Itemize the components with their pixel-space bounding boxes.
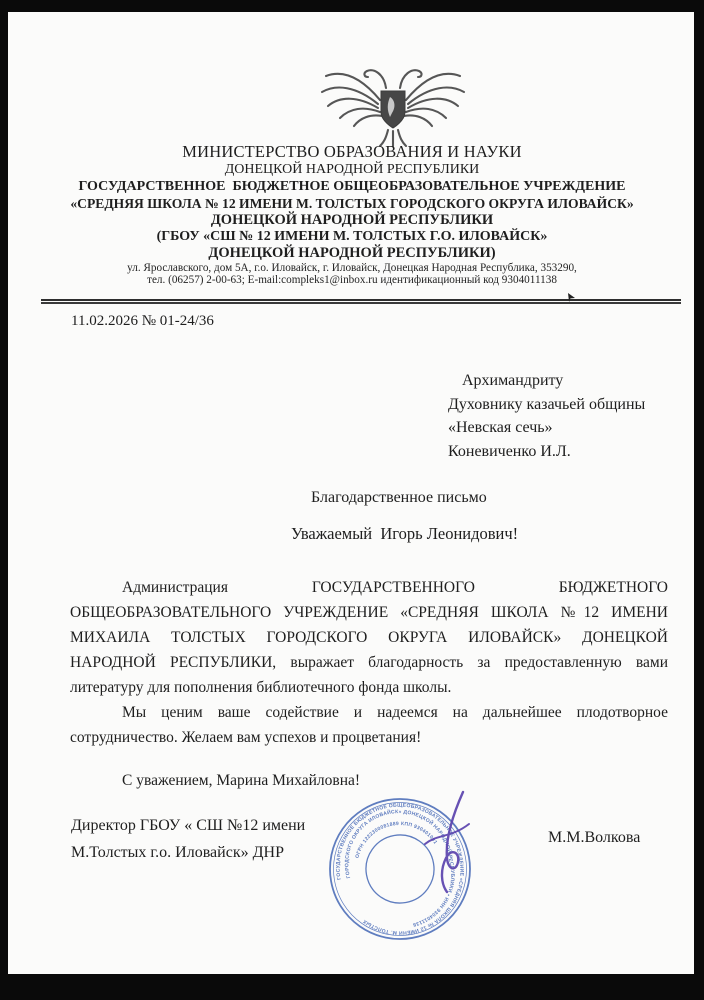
ministry-name-line2: ДОНЕЦКОЙ НАРОДНОЙ РЕСПУБЛИКИ	[224, 162, 480, 177]
addressee-line: «Невская сечь»	[448, 419, 553, 436]
closing-line: С уважением, Марина Михайловна!	[122, 772, 361, 789]
letterhead-divider	[41, 299, 681, 304]
org-short-name-line1: (ГБОУ «СШ № 12 ИМЕНИ М. ТОЛСТЫХ Г.О. ИЛОВАЙСК»	[156, 228, 548, 244]
body-line: литературу для пополнения библиотечного фонда школы.	[70, 679, 452, 696]
body-line: Мы ценим ваше содействие и надеемся на дальнейшее плодотворное	[122, 704, 668, 721]
handwritten-signature-icon	[411, 784, 481, 904]
letter-body	[70, 575, 668, 793]
org-name-line3: ДОНЕЦКОЙ НАРОДНОЙ РЕСПУБЛИКИ	[210, 212, 494, 228]
stamp-ring-text-outer: ГОСУДАРСТВЕННОЕ БЮДЖЕТНОЕ ОБЩЕОБРАЗОВАТЕЛЬНОЕ УЧРЕЖДЕНИЕ «СРЕДНЯЯ ШКОЛА № 12 ИМЕНИ М. ТОЛСТЫХ	[335, 802, 465, 936]
org-short-name-line2: ДОНЕЦКОЙ НАРОДНОЙ РЕСПУБЛИКИ)	[208, 245, 496, 261]
org-contacts-line: тел. (06257) 2-00-63; E-mail:compleks1@inbox.ru идентификационный код 9304011138	[147, 274, 557, 286]
signer-name: М.М.Волкова	[548, 829, 641, 846]
addressee-block	[448, 369, 645, 463]
body-line: НАРОДНОЙ РЕСПУБЛИКИ, выражает благодарность за предоставленную вами	[70, 654, 668, 671]
letter-date-number: 11.02.2026 № 01-24/36	[71, 313, 214, 329]
org-address-line: ул. Ярославского, дом 5А, г.о. Иловайск, г. Иловайск, Донецкая Народная Республика, 353290,	[127, 261, 577, 274]
stamp-ring-text-inner: ОГРН 1222300081889 КПП 930401001	[354, 820, 439, 859]
addressee-line: Духовнику казачьей общины	[448, 395, 646, 413]
double-headed-eagle-emblem-icon	[314, 59, 472, 147]
body-line: ОБЩЕОБРАЗОВАТЕЛЬНОГО УЧРЕЖДЕНИЕ «СРЕДНЯЯ ШКОЛА №12 ИМЕНИ	[70, 604, 668, 621]
body-line: сотрудничество. Желаем вам успехов и процветания!	[70, 729, 422, 746]
body-line: Администрация ГОСУДАРСТВЕННОГО БЮДЖЕТНОГО	[122, 579, 668, 596]
salutation: Уважаемый Игорь Леонидович!	[291, 524, 519, 543]
signer-position-line2: М.Толстых г.о. Иловайск» ДНР	[71, 843, 284, 861]
org-name-line1: ГОСУДАРСТВЕННОЕ БЮДЖЕТНОЕ ОБЩЕОБРАЗОВАТЕЛЬНОЕ УЧРЕЖДЕНИЕ	[78, 179, 626, 194]
ministry-name-line1: МИНИСТЕРСТВО ОБРАЗОВАНИЯ И НАУКИ	[182, 142, 522, 161]
stamp-ring-text-middle: ГОРОДСКОГО ОКРУГА ИЛОВАЙСК» ДОНЕЦКОЙ НАРОДНОЙ РЕСПУБЛИКИ • ИНН 9304011138	[344, 809, 456, 928]
letterhead	[32, 142, 672, 287]
signer-position	[71, 813, 305, 866]
org-name-line2: «СРЕДНЯЯ ШКОЛА № 12 ИМЕНИ М. ТОЛСТЫХ ГОРОДСКОГО ОКРУГА ИЛОВАЙСК»	[70, 196, 634, 211]
letter-subject: Благодарственное письмо	[311, 489, 487, 506]
body-line: МИХАИЛА ТОЛСТЫХ ГОРОДСКОГО ОКРУГА ИЛОВАЙСК» ДОНЕЦКОЙ	[70, 629, 668, 646]
signer-position-line1: Директор ГБОУ « СШ №12 имени	[71, 817, 306, 834]
addressee-line: Архимандриту	[462, 372, 564, 389]
addressee-line: Коневиченко И.Л.	[448, 442, 571, 460]
